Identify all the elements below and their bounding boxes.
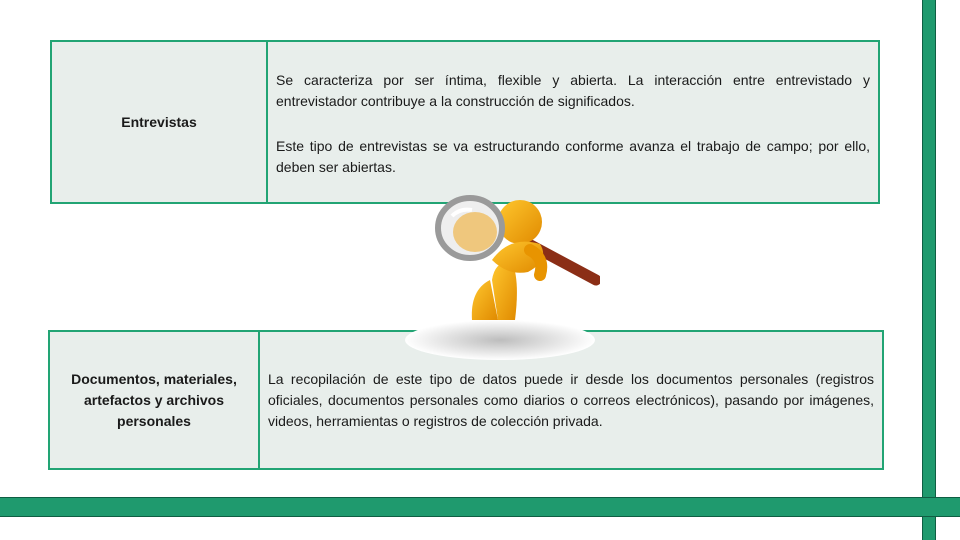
magnifier-figure-icon <box>400 180 600 360</box>
description-paragraph: La recopilación de este tipo de datos puede ir desde los documentos personales (registros oficiales, documentos personales como diarios o correos electrónicos), pasando por imágenes, videos, herramientas o registros de colección privada. <box>268 371 874 429</box>
row-label-text: Documentos, materiales, artefactos y archivos personales <box>71 370 237 429</box>
vertical-accent-bar <box>922 0 936 540</box>
description-paragraph: Este tipo de entrevistas se va estructurando conforme avanza el trabajo de campo; por ello, deben ser abiertas. <box>276 138 870 175</box>
horizontal-accent-bar <box>0 497 960 517</box>
row-label-documentos <box>48 330 260 470</box>
row-label-text: Entrevistas <box>121 113 197 130</box>
row-label-entrevistas <box>50 40 268 204</box>
description-paragraph: Se caracteriza por ser íntima, flexible y abierta. La interacción entre entrevistado y entrevistador contribuye a la construcción de significados. <box>276 72 870 109</box>
